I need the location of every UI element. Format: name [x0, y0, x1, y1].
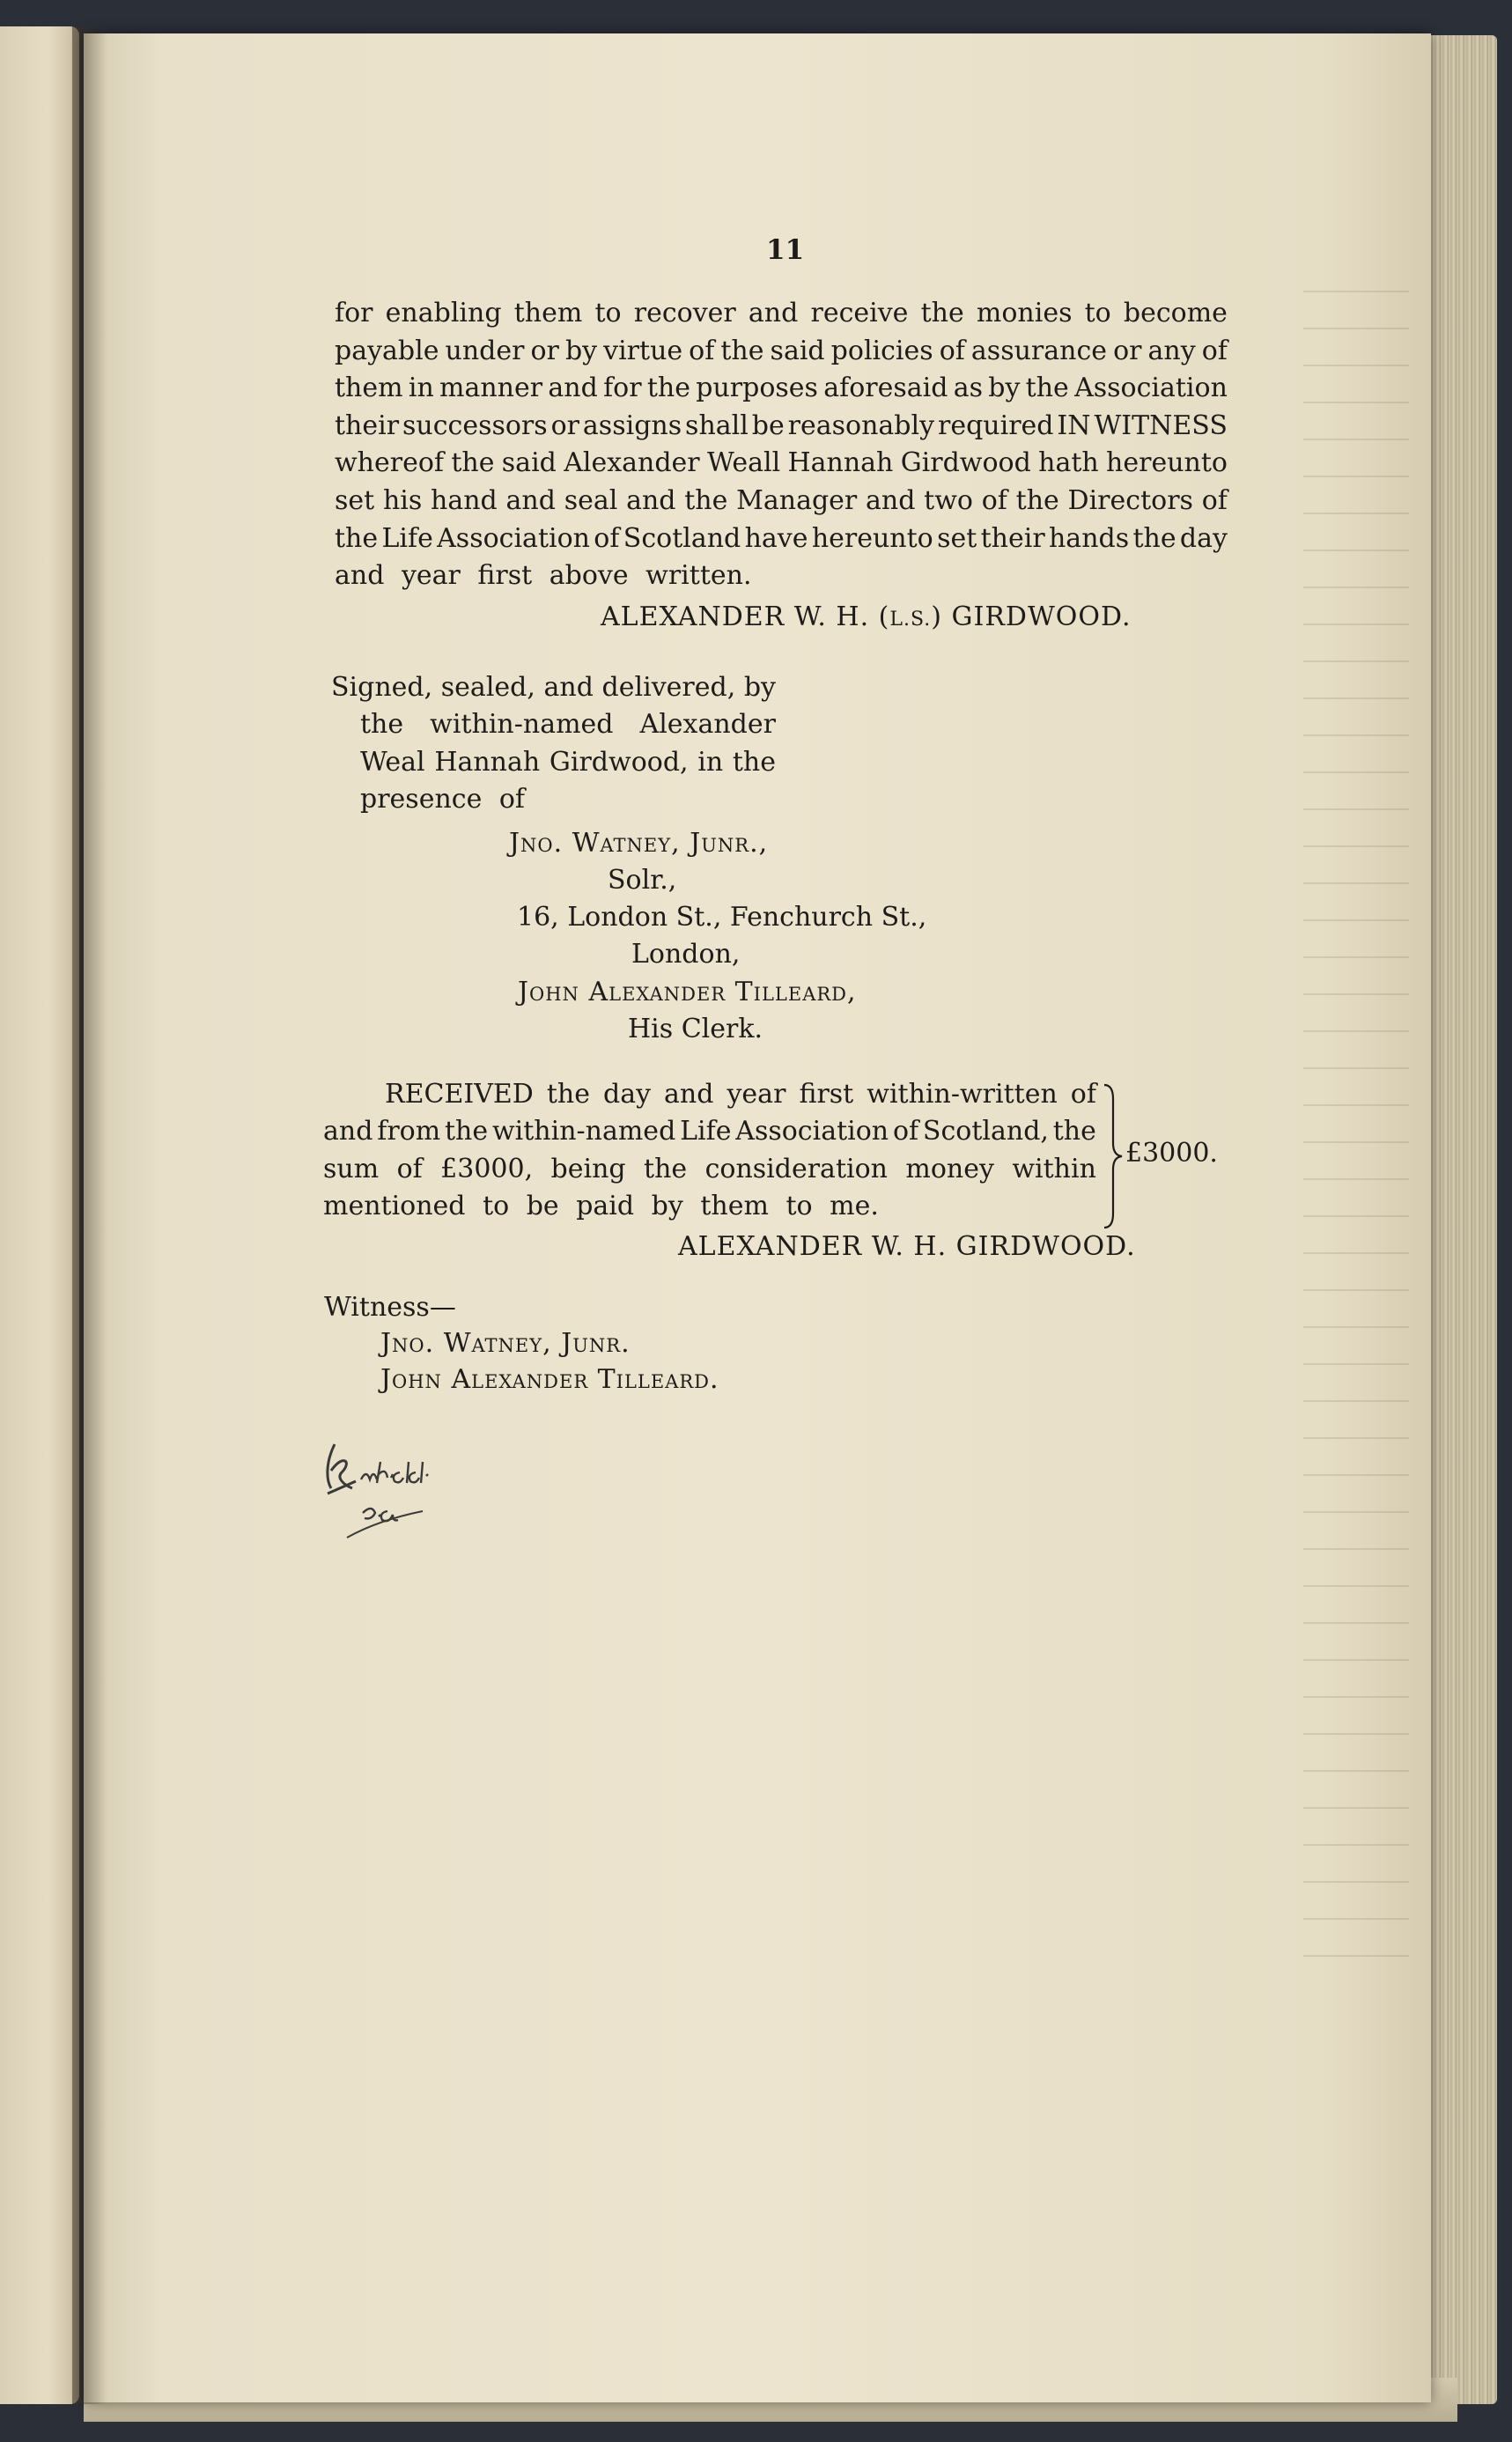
- witness-line: His Clerk.: [628, 1014, 763, 1044]
- word: to: [483, 1190, 518, 1221]
- signature-name-last: ) GIRDWOOD.: [931, 601, 1132, 632]
- word: hands: [1048, 522, 1130, 554]
- word: them: [700, 1190, 778, 1221]
- word: Alexander: [639, 709, 776, 741]
- witness-line: Solr.,: [608, 865, 677, 896]
- word: presence: [360, 783, 490, 815]
- word: or: [1113, 335, 1142, 366]
- word: for: [335, 298, 373, 328]
- word: the: [646, 373, 690, 404]
- word: of: [594, 522, 620, 554]
- text-line: [335, 295, 1228, 333]
- word: Signed,: [331, 672, 433, 703]
- word: and: [335, 560, 393, 592]
- deed-body-text: [335, 295, 1228, 595]
- word: successors: [402, 409, 548, 441]
- word: the: [1025, 373, 1069, 404]
- word: and: [866, 484, 916, 516]
- signature-name-first: ALEXANDER W. H. (: [601, 601, 890, 632]
- word: by: [988, 373, 1021, 404]
- word: to: [786, 1190, 822, 1221]
- word: required: [937, 409, 1054, 441]
- word: virtue: [603, 335, 683, 366]
- word: above: [549, 560, 638, 592]
- word: Scotland: [623, 522, 741, 554]
- locus-sigilli: L.S.: [889, 609, 932, 631]
- word: to: [594, 298, 622, 328]
- word: shall: [685, 409, 749, 441]
- brace-bracket: [1101, 1081, 1127, 1231]
- word: and: [626, 484, 676, 516]
- show-through: [1303, 291, 1409, 1964]
- word: monies: [976, 298, 1073, 328]
- text-line: [323, 1113, 1096, 1150]
- word: the: [920, 298, 964, 328]
- word: day: [1179, 522, 1228, 554]
- word: and: [505, 484, 556, 516]
- witness-line: John Alexander Tilleard,: [518, 977, 857, 1007]
- word: sealed,: [440, 672, 535, 703]
- word: consideration: [704, 1153, 888, 1184]
- witness-line: 16, London St., Fenchurch St.,: [517, 902, 927, 933]
- word: in: [697, 746, 724, 778]
- word: from: [377, 1116, 441, 1147]
- text-line: [331, 706, 776, 743]
- word: Hannah: [434, 746, 541, 778]
- receipt-clause: [323, 1076, 1096, 1225]
- facing-page-edge: [0, 26, 79, 2404]
- word: hereunto: [1106, 447, 1228, 479]
- word: of: [689, 335, 715, 366]
- word: or: [550, 409, 579, 441]
- word: payable: [335, 335, 439, 366]
- word: within-written: [867, 1079, 1058, 1110]
- word: the: [1052, 1116, 1096, 1147]
- signature-line-ls: [601, 601, 1132, 632]
- word: the: [445, 1116, 489, 1147]
- word: mentioned: [323, 1190, 475, 1221]
- text-line: [335, 483, 1228, 520]
- word: Girdwood: [900, 447, 1031, 479]
- word: two: [924, 484, 973, 516]
- word: set: [335, 484, 375, 516]
- word: enabling: [385, 298, 502, 328]
- word: said: [501, 447, 557, 479]
- word: Weal: [360, 746, 425, 778]
- word: the: [451, 447, 495, 479]
- witness-line: Jno. Watney, Junr.,: [509, 828, 769, 859]
- word: delivered,: [601, 672, 736, 703]
- text-line: [323, 1151, 1096, 1188]
- text-line: [331, 781, 776, 818]
- word: Scotland,: [922, 1116, 1049, 1147]
- word: their: [335, 409, 400, 441]
- word: Directors: [1067, 484, 1193, 516]
- witness-line: London,: [631, 939, 741, 970]
- word: aforesaid: [823, 373, 948, 404]
- word: being: [550, 1153, 626, 1184]
- word: the: [1015, 484, 1059, 516]
- word: by: [564, 335, 598, 366]
- word: any: [1147, 335, 1196, 366]
- word: their: [980, 522, 1045, 554]
- word: day: [602, 1079, 652, 1110]
- gutter-shadow: [72, 26, 107, 2404]
- witness-heading: Witness—: [324, 1292, 456, 1323]
- word: under: [445, 335, 525, 366]
- word: money: [905, 1153, 994, 1184]
- word: be: [526, 1190, 568, 1221]
- word: of: [1070, 1079, 1096, 1110]
- receipt-signature: ALEXANDER W. H. GIRDWOOD.: [678, 1231, 1136, 1262]
- page-number: 11: [766, 234, 805, 266]
- word: the: [720, 335, 764, 366]
- word: year: [401, 560, 469, 592]
- word: of: [892, 1116, 919, 1147]
- word: manner: [439, 373, 543, 404]
- word: and: [664, 1079, 714, 1110]
- text-line: [335, 520, 1228, 558]
- word: them: [335, 373, 403, 404]
- word: the: [644, 1153, 688, 1184]
- word: written.: [645, 560, 752, 592]
- word: of: [939, 335, 965, 366]
- word: be: [751, 409, 785, 441]
- word: Life: [381, 522, 433, 554]
- word: in: [408, 373, 434, 404]
- word: me.: [830, 1190, 879, 1221]
- word: have: [744, 522, 808, 554]
- text-line: [335, 408, 1228, 446]
- word: IN: [1057, 409, 1091, 441]
- text-line: [335, 557, 1228, 595]
- word: within-named: [430, 709, 614, 741]
- word: the: [732, 746, 776, 778]
- word: seal: [564, 484, 618, 516]
- text-line: [331, 669, 776, 706]
- word: Girdwood,: [549, 746, 689, 778]
- word: by: [651, 1190, 692, 1221]
- word: of: [498, 783, 526, 815]
- word: them: [513, 298, 583, 328]
- word: purposes: [696, 373, 818, 404]
- word: £3000,: [440, 1153, 534, 1184]
- word: become: [1123, 298, 1228, 328]
- attestation-clause: [331, 669, 776, 818]
- word: set: [937, 522, 977, 554]
- word: of: [396, 1153, 423, 1184]
- text-line: [323, 1188, 1096, 1225]
- word: recover: [633, 298, 736, 328]
- word: for: [603, 373, 642, 404]
- word: Association: [437, 522, 590, 554]
- word: assigns: [582, 409, 682, 441]
- text-line: [323, 1076, 1096, 1113]
- word: to: [1084, 298, 1111, 328]
- receipt-amount: £3000.: [1125, 1138, 1218, 1169]
- word: and: [548, 373, 598, 404]
- word: by: [743, 672, 776, 703]
- word: assurance: [970, 335, 1108, 366]
- word: Hannah: [787, 447, 894, 479]
- word: Life: [680, 1116, 732, 1147]
- word: of: [1201, 484, 1228, 516]
- witness-name: John Alexander Tilleard.: [380, 1364, 719, 1395]
- word: and: [543, 672, 594, 703]
- word: policies: [830, 335, 933, 366]
- word: of: [981, 484, 1007, 516]
- word: his: [382, 484, 423, 516]
- word: hand: [431, 484, 498, 516]
- word: Alexander: [564, 447, 700, 479]
- word: first: [477, 560, 541, 592]
- word: the: [546, 1079, 590, 1110]
- word: RECEIVED: [385, 1079, 534, 1110]
- word: Manager: [736, 484, 858, 516]
- word: whereof: [335, 447, 445, 479]
- word: WITNESS: [1094, 409, 1228, 441]
- word: hath: [1038, 447, 1099, 479]
- text-line: [331, 744, 776, 781]
- word: first: [799, 1079, 854, 1110]
- word: the: [360, 709, 404, 741]
- word: Association: [735, 1116, 889, 1147]
- word: Association: [1074, 373, 1228, 404]
- word: as: [953, 373, 983, 404]
- word: Weall: [706, 447, 781, 479]
- word: said: [770, 335, 825, 366]
- word: the: [684, 484, 728, 516]
- text-line: [335, 445, 1228, 483]
- word: within-named: [491, 1116, 676, 1147]
- word: and: [323, 1116, 373, 1147]
- handwritten-annotation: [317, 1435, 493, 1550]
- word: of: [1201, 335, 1228, 366]
- word: hereunto: [811, 522, 933, 554]
- word: the: [335, 522, 379, 554]
- word: year: [726, 1079, 786, 1110]
- word: receive: [810, 298, 909, 328]
- text-line: [335, 370, 1228, 408]
- word: or: [530, 335, 559, 366]
- word: reasonably: [787, 409, 935, 441]
- word: sum: [323, 1153, 380, 1184]
- word: paid: [576, 1190, 643, 1221]
- word: within: [1012, 1153, 1096, 1184]
- word: the: [1132, 522, 1176, 554]
- witness-name: Jno. Watney, Junr.: [380, 1328, 631, 1359]
- word: and: [748, 298, 799, 328]
- text-line: [335, 333, 1228, 371]
